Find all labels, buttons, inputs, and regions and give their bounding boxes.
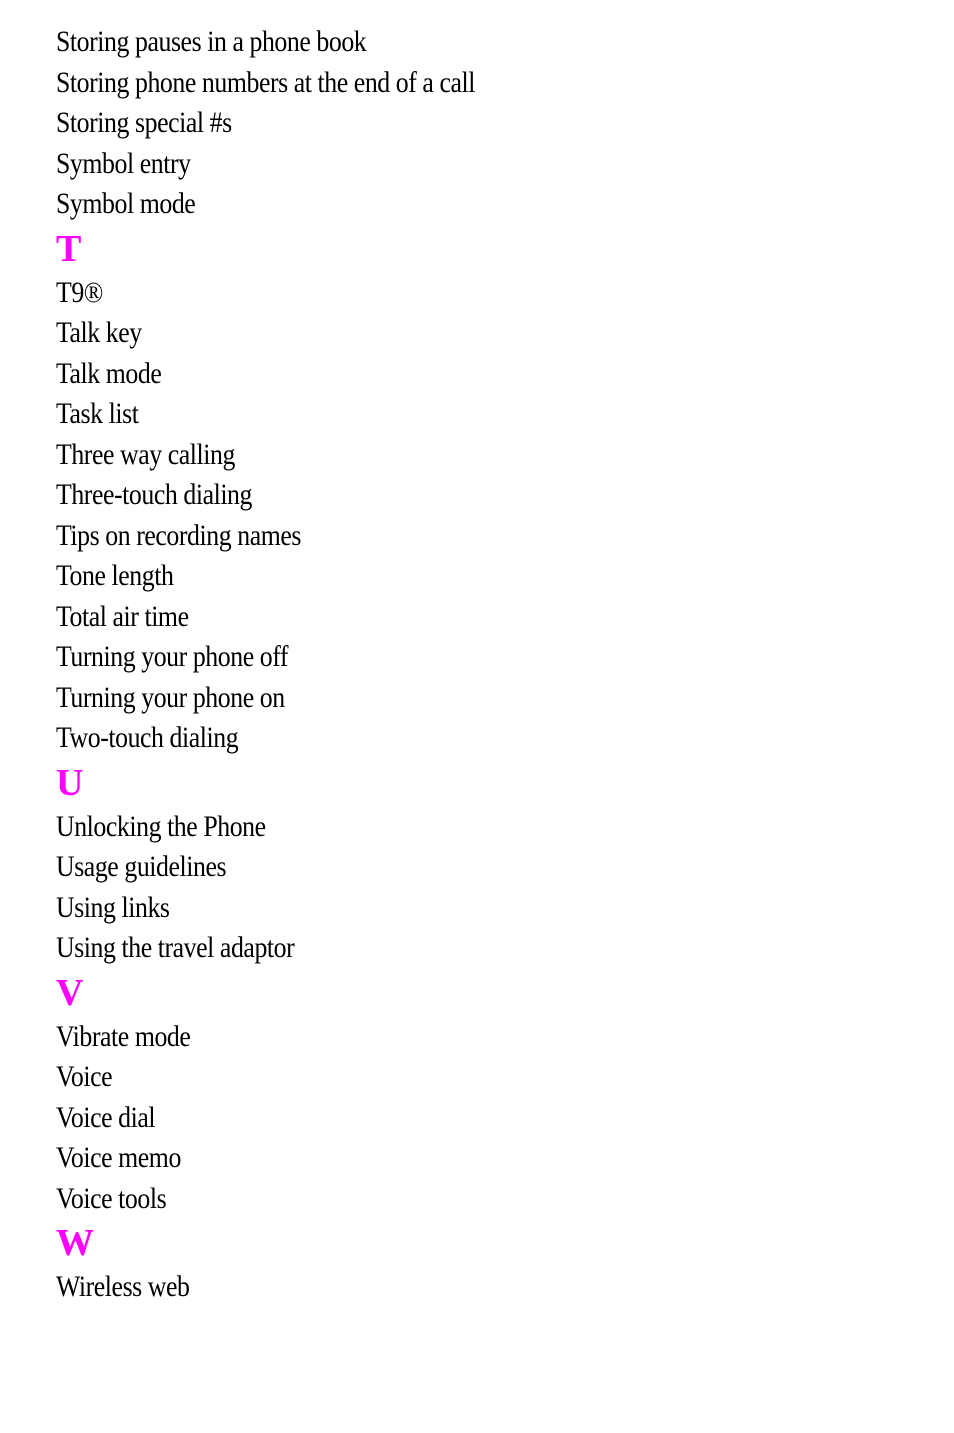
index-entry: Using the travel adaptor: [56, 931, 295, 964]
index-entry: Symbol entry: [56, 146, 191, 180]
index-entry: Wireless web: [56, 1270, 190, 1303]
index-entry: Turning your phone off: [56, 640, 289, 673]
index-entry: T9®: [56, 275, 103, 309]
index-entry: Total air time: [56, 599, 189, 633]
letter-heading-w: W: [56, 1222, 94, 1264]
index-entry: Two-touch dialing: [56, 721, 239, 754]
index-section-u: [56, 759, 916, 969]
index-section-v: [56, 969, 916, 1220]
index-page: [56, 22, 916, 1308]
index-entry: Voice memo: [56, 1141, 181, 1174]
index-section-t: [56, 225, 916, 759]
index-entry: Voice dial: [56, 1100, 156, 1134]
index-entry: Using links: [56, 890, 170, 924]
index-entry: Symbol mode: [56, 187, 196, 220]
index-entry: Unlocking the Phone: [56, 809, 266, 843]
index-entry: Three-touch dialing: [56, 478, 253, 511]
index-entry: Storing special #s: [56, 106, 232, 139]
letter-heading-t: T: [56, 227, 82, 270]
index-entry: Task list: [56, 397, 139, 430]
index-entry: Tips on recording names: [56, 518, 301, 552]
index-entry: Turning your phone on: [56, 680, 285, 714]
index-entry: Voice tools: [56, 1181, 167, 1215]
index-entry: Usage guidelines: [56, 850, 227, 883]
index-entry: Talk key: [56, 316, 142, 349]
index-entry: Tone length: [56, 559, 174, 592]
index-section-s: [56, 22, 916, 225]
index-entry: Talk mode: [56, 356, 162, 390]
letter-heading-u: U: [56, 761, 84, 804]
index-section-w: [56, 1219, 916, 1308]
index-entry: Voice: [56, 1060, 113, 1093]
index-entry: Storing pauses in a phone book: [56, 25, 367, 58]
letter-heading-v: V: [56, 971, 84, 1014]
index-entry: Three way calling: [56, 437, 235, 471]
index-entry: Vibrate mode: [56, 1019, 191, 1053]
index-entry: Storing phone numbers at the end of a call: [56, 65, 475, 99]
